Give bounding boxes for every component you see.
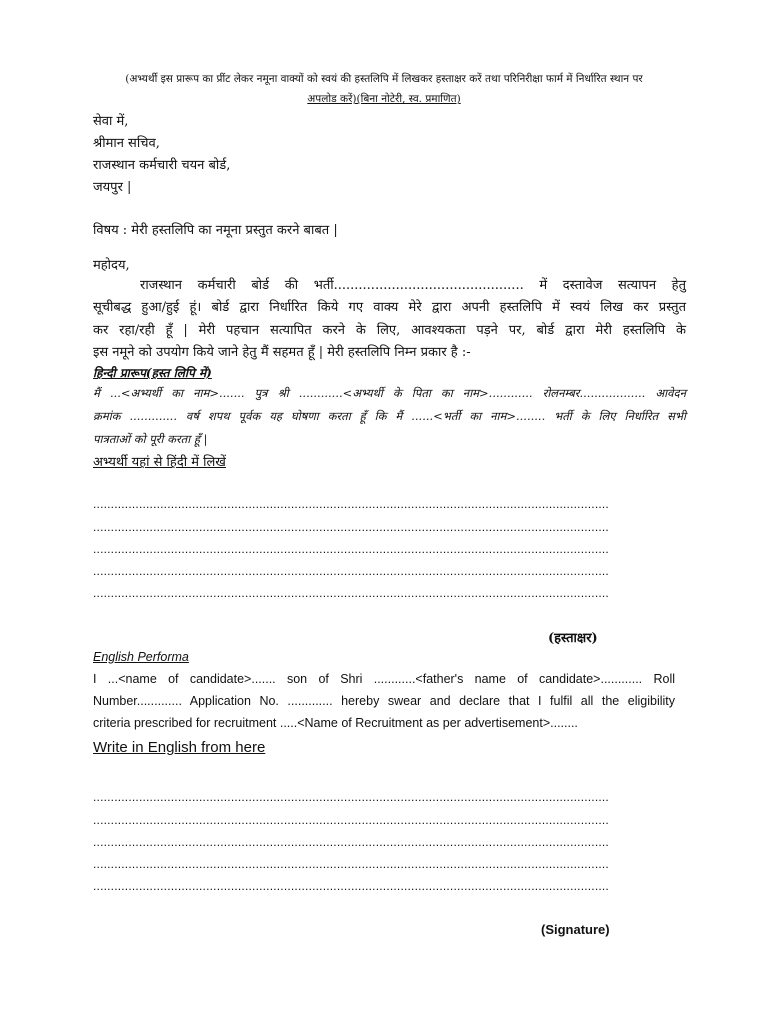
body-line-1 bbox=[140, 275, 686, 293]
english-write-here-label: Write in English from here bbox=[93, 739, 266, 756]
hindi-writing-line: .................................................................................................................................................. bbox=[93, 564, 609, 578]
address-line-1: सेवा में, bbox=[93, 114, 129, 129]
subject-line: विषय : मेरी हस्तलिपि का नमूना प्रस्तुत करने बाबत | bbox=[93, 223, 338, 238]
body-line-2-text: सूचीबद्ध हुआ/हुई हूं। बोर्ड द्वारा निर्धारित किये गए वाक्य मेरे द्वारा अपनी हस्तलिपि में स्वयं लिख कर प्रस्तुत bbox=[93, 300, 686, 315]
address-line-2: श्रीमान सचिव, bbox=[93, 136, 160, 151]
english-format-line-3: criteria prescribed for recruitment .....<Name of Recruitment as per advertisement>........ bbox=[93, 716, 578, 730]
body-line-3 bbox=[93, 320, 686, 338]
instruction-line-1: (अभ्यर्थी इस प्रारूप का प्रींट लेकर नमूना वाक्यों को स्वयं की हस्तलिपि में लिखकर हस्ताक्षर करें तथा परिनिरीक्षा फार्म में निर्धारित स्थान पर bbox=[125, 73, 643, 85]
hindi-format-line-1 bbox=[93, 386, 686, 401]
body-line-1-text: राजस्थान कर्मचारी बोर्ड की भर्ती.............................................. में दस्तावेज सत्यापन हेतु bbox=[140, 278, 686, 293]
english-writing-line: .................................................................................................................................................. bbox=[93, 835, 609, 849]
address-line-3: राजस्थान कर्मचारी चयन बोर्ड, bbox=[93, 158, 231, 173]
hindi-format-line-3: पात्रताओं को पूरी करता हूँ | bbox=[93, 432, 208, 446]
hindi-signature-label: (हस्ताक्षर) bbox=[548, 631, 598, 646]
english-format-line-1-text: I ...<name of candidate>....... son of Shri ............<father's name of candidate>............ Roll bbox=[93, 672, 675, 686]
hindi-writing-line: .................................................................................................................................................. bbox=[93, 520, 609, 534]
body-line-4: इस नमूने को उपयोग किये जाने हेतु मैं सहमत हूँ | मेरी हस्तलिपि निम्न प्रकार है :- bbox=[93, 345, 471, 360]
hindi-format-line-1-text: मैं ...<अभ्यर्थी का नाम>....... पुत्र श्री ............<अभ्यर्थी के पिता का नाम>............ रोलनम्बर.................. आवेदन bbox=[93, 386, 686, 400]
salutation: महोदय, bbox=[93, 258, 130, 273]
english-format-line-1 bbox=[93, 672, 675, 686]
hindi-writing-line: .................................................................................................................................................. bbox=[93, 586, 609, 600]
english-writing-line: .................................................................................................................................................. bbox=[93, 813, 609, 827]
hindi-writing-line: .................................................................................................................................................. bbox=[93, 497, 609, 511]
address-line-4: जयपुर | bbox=[93, 180, 132, 195]
hindi-format-line-2 bbox=[93, 409, 686, 424]
english-format-heading: English Performa bbox=[93, 650, 189, 664]
english-writing-line: .................................................................................................................................................. bbox=[93, 879, 609, 893]
instruction-line-2 bbox=[0, 92, 768, 106]
english-writing-line: .................................................................................................................................................. bbox=[93, 790, 609, 804]
hindi-write-here-label: अभ्यर्थी यहां से हिंदी में लिखें bbox=[93, 455, 226, 470]
body-line-2 bbox=[93, 297, 686, 315]
english-signature-label: (Signature) bbox=[541, 922, 610, 937]
english-format-line-2 bbox=[93, 694, 675, 708]
hindi-format-line-2-text: क्रमांक ............. वर्ष शपथ पूर्वक यह घोषणा करता हूँ कि मैं ......<भर्ती का नाम>........ भर्ती के लिए निर्धारित सभी bbox=[93, 409, 686, 423]
hindi-format-heading: हिन्दी प्रारूप(हस्त लिपि में) bbox=[93, 366, 212, 380]
english-format-line-2-text: Number............. Application No. ............. hereby swear and declare that I fulfil all the eligibility bbox=[93, 694, 675, 708]
english-writing-line: .................................................................................................................................................. bbox=[93, 857, 609, 871]
body-line-3-text: कर रहा/रही हूँ | मेरी पहचान सत्यापित करने के लिए, आवश्यकता पड़ने पर, बोर्ड द्वारा मेरी हस्तलिपि के bbox=[93, 323, 686, 338]
hindi-writing-line: .................................................................................................................................................. bbox=[93, 542, 609, 556]
instruction-upload-note: अपलोड करें)(बिना नोटेरी, स्व. प्रमाणित) bbox=[307, 93, 461, 105]
